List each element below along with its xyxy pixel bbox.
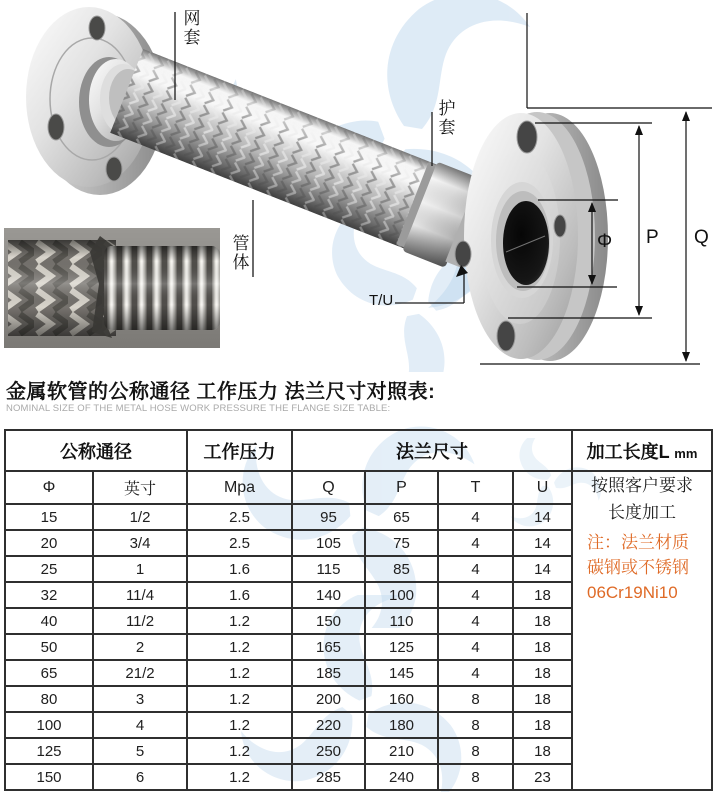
cell-inch: 4 <box>93 712 187 738</box>
cell-t: 4 <box>438 582 513 608</box>
cell-u: 14 <box>513 504 572 530</box>
cell-u: 23 <box>513 764 572 790</box>
cell-t: 8 <box>438 738 513 764</box>
cell-mpa: 1.2 <box>187 608 292 634</box>
cell-p: 125 <box>365 634 438 660</box>
page-title: 金属软管的公称通径 工作压力 法兰尺寸对照表: <box>6 381 436 403</box>
cell-q: 250 <box>292 738 365 764</box>
cell-t: 4 <box>438 660 513 686</box>
subheader-mpa: Mpa <box>187 471 292 504</box>
cell-p: 110 <box>365 608 438 634</box>
cell-q: 140 <box>292 582 365 608</box>
label-protective-sleeve: 护套 <box>438 99 456 138</box>
cell-t: 4 <box>438 634 513 660</box>
cell-dn: 125 <box>5 738 93 764</box>
cell-p: 180 <box>365 712 438 738</box>
cell-mpa: 1.2 <box>187 634 292 660</box>
cell-p: 85 <box>365 556 438 582</box>
cell-mpa: 1.2 <box>187 764 292 790</box>
cell-dn: 150 <box>5 764 93 790</box>
processing-length-text: 加工长度L <box>586 441 670 462</box>
cell-t: 8 <box>438 712 513 738</box>
cell-dn: 50 <box>5 634 93 660</box>
cell-inch: 11/4 <box>93 582 187 608</box>
cell-q: 95 <box>292 504 365 530</box>
cell-inch: 1/2 <box>93 504 187 530</box>
cell-mpa: 1.6 <box>187 582 292 608</box>
cell-p: 65 <box>365 504 438 530</box>
header-nominal-diameter: 公称通径 <box>5 430 187 471</box>
right-flange <box>455 112 608 361</box>
note-line-2: 长度加工 <box>608 503 676 522</box>
cell-u: 14 <box>513 556 572 582</box>
subheader-inch: 英寸 <box>93 471 187 504</box>
cell-inch: 2 <box>93 634 187 660</box>
cell-q: 165 <box>292 634 365 660</box>
cell-p: 75 <box>365 530 438 556</box>
header-working-pressure: 工作压力 <box>187 430 292 471</box>
cell-u: 18 <box>513 660 572 686</box>
cell-u: 18 <box>513 582 572 608</box>
header-processing-length <box>572 430 712 471</box>
header-flange-size: 法兰尺寸 <box>292 430 572 471</box>
cell-inch: 6 <box>93 764 187 790</box>
cell-q: 285 <box>292 764 365 790</box>
cell-p: 240 <box>365 764 438 790</box>
cell-u: 18 <box>513 608 572 634</box>
product-photo-diagram <box>0 0 715 372</box>
label-mesh-sleeve: 网套 <box>183 9 201 48</box>
cell-q: 185 <box>292 660 365 686</box>
inset-closeup-photo <box>4 228 220 348</box>
cell-u: 18 <box>513 712 572 738</box>
cell-dn: 25 <box>5 556 93 582</box>
cell-q: 115 <box>292 556 365 582</box>
cell-p: 160 <box>365 686 438 712</box>
label-tu: T/U <box>369 292 394 309</box>
cell-mpa: 1.2 <box>187 712 292 738</box>
subheader-phi: Φ <box>5 471 93 504</box>
cell-mpa: 1.2 <box>187 738 292 764</box>
cell-u: 18 <box>513 686 572 712</box>
cell-inch: 5 <box>93 738 187 764</box>
label-pipe-body: 管体 <box>232 234 250 273</box>
cell-q: 150 <box>292 608 365 634</box>
label-dim-q: Q <box>694 227 709 248</box>
cell-p: 100 <box>365 582 438 608</box>
cell-u: 18 <box>513 738 572 764</box>
cell-inch: 21/2 <box>93 660 187 686</box>
cell-t: 4 <box>438 556 513 582</box>
subheader-t: T <box>438 471 513 504</box>
cell-mpa: 2.5 <box>187 504 292 530</box>
flange-material-note <box>573 530 711 605</box>
cell-inch: 1 <box>93 556 187 582</box>
material-note-line-1: 注：法兰材质 <box>587 533 689 552</box>
bore-hole <box>503 201 549 285</box>
subheader-q: Q <box>292 471 365 504</box>
cell-u: 18 <box>513 634 572 660</box>
bolt-hole-top <box>517 121 537 153</box>
table-subheader-row <box>5 471 712 504</box>
cell-inch: 3/4 <box>93 530 187 556</box>
cell-dn: 40 <box>5 608 93 634</box>
cell-dn: 100 <box>5 712 93 738</box>
cell-t: 4 <box>438 530 513 556</box>
cell-dn: 32 <box>5 582 93 608</box>
cell-dn: 80 <box>5 686 93 712</box>
cell-dn: 20 <box>5 530 93 556</box>
note-custom-length <box>573 472 711 526</box>
processing-length-note-cell <box>572 471 712 790</box>
cell-p: 145 <box>365 660 438 686</box>
cell-p: 210 <box>365 738 438 764</box>
material-note-line-2: 碳钢或不锈钢 <box>587 558 689 577</box>
cell-mpa: 1.2 <box>187 686 292 712</box>
cell-mpa: 2.5 <box>187 530 292 556</box>
bolt-hole-right <box>554 215 566 237</box>
cell-mpa: 1.6 <box>187 556 292 582</box>
processing-length-unit: mm <box>674 445 698 461</box>
cell-q: 105 <box>292 530 365 556</box>
label-dim-phi: Φ <box>597 231 613 252</box>
bolt-hole-left <box>455 241 471 267</box>
cell-t: 4 <box>438 504 513 530</box>
label-dim-p: P <box>646 227 659 248</box>
table-group-header-row <box>5 430 712 471</box>
subheader-u: U <box>513 471 572 504</box>
cell-t: 8 <box>438 686 513 712</box>
bolt-hole-bottom <box>497 321 515 351</box>
page-subtitle: NOMINAL SIZE OF THE METAL HOSE WORK PRESSURE THE FLANGE SIZE TABLE: <box>6 403 391 414</box>
material-note-line-3: 06Cr19Ni10 <box>587 583 678 602</box>
cell-q: 200 <box>292 686 365 712</box>
cell-u: 14 <box>513 530 572 556</box>
cell-inch: 11/2 <box>93 608 187 634</box>
cell-t: 8 <box>438 764 513 790</box>
flange-spec-table <box>4 429 713 791</box>
cell-mpa: 1.2 <box>187 660 292 686</box>
cell-dn: 65 <box>5 660 93 686</box>
cell-t: 4 <box>438 608 513 634</box>
note-line-1: 按照客户要求 <box>591 476 693 495</box>
cell-dn: 15 <box>5 504 93 530</box>
subheader-p: P <box>365 471 438 504</box>
cell-inch: 3 <box>93 686 187 712</box>
cell-q: 220 <box>292 712 365 738</box>
